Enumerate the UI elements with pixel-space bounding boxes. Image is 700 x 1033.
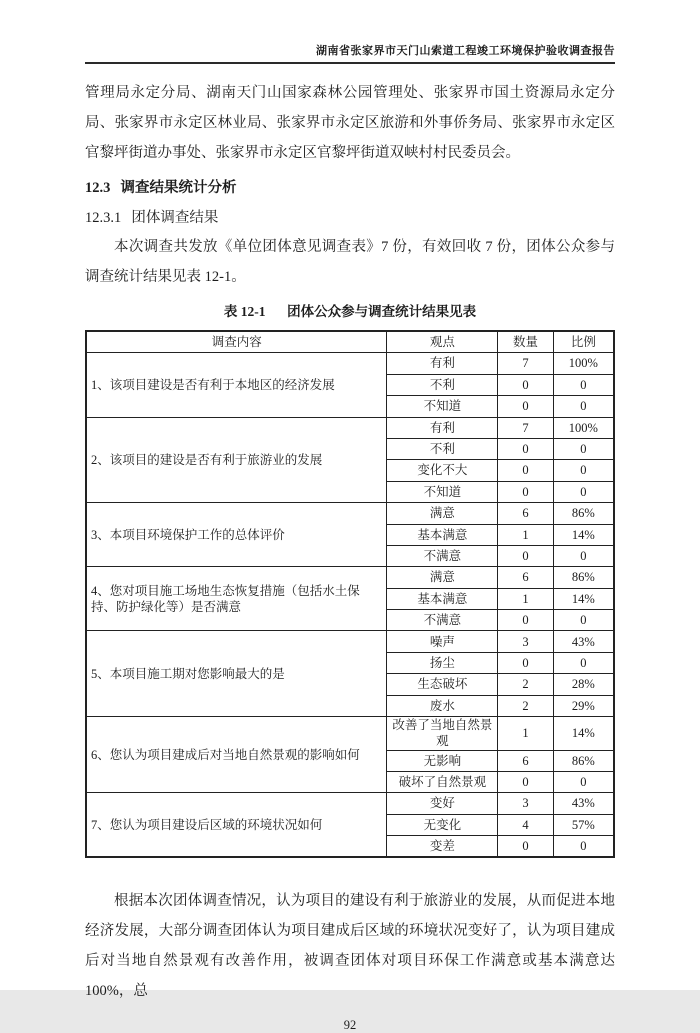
subsection-number: 12.3.1 <box>85 210 122 226</box>
opinion-cell: 废水 <box>387 695 498 716</box>
table-header-row <box>86 331 614 353</box>
opinion-cell: 有利 <box>387 417 498 438</box>
section-title: 调查结果统计分析 <box>120 180 237 196</box>
opinion-cell: 生态破坏 <box>387 674 498 695</box>
count-cell: 2 <box>498 695 553 716</box>
ratio-cell: 0 <box>553 836 614 858</box>
table-row <box>86 717 614 751</box>
count-cell: 2 <box>498 674 553 695</box>
survey-table-body <box>86 353 614 858</box>
opinion-cell: 改善了当地自然景观 <box>387 717 498 751</box>
ratio-cell: 100% <box>553 353 614 374</box>
subsection-title: 团体调查结果 <box>131 210 219 226</box>
ratio-cell: 43% <box>553 631 614 652</box>
opinion-cell: 变化不大 <box>387 460 498 481</box>
ratio-cell: 0 <box>553 374 614 395</box>
ratio-cell: 57% <box>553 814 614 835</box>
opinion-cell: 变好 <box>387 793 498 814</box>
count-cell: 0 <box>498 460 553 481</box>
opinion-cell: 无影响 <box>387 750 498 771</box>
opinion-cell: 不利 <box>387 438 498 459</box>
opinion-cell: 有利 <box>387 353 498 374</box>
ratio-cell: 43% <box>553 793 614 814</box>
opinion-cell: 扬尘 <box>387 652 498 673</box>
table-caption-label: 表 12-1 <box>223 304 266 319</box>
ratio-cell: 86% <box>553 567 614 588</box>
opinion-cell: 不利 <box>387 374 498 395</box>
table-row <box>86 353 614 374</box>
count-cell: 0 <box>498 396 553 417</box>
ratio-cell: 0 <box>553 652 614 673</box>
survey-results-table <box>85 330 615 858</box>
count-cell: 1 <box>498 588 553 609</box>
column-header-ratio: 比例 <box>553 331 614 353</box>
question-cell: 3、本项目环境保护工作的总体评价 <box>86 503 387 567</box>
paragraph-intro: 本次调查共发放《单位团体意见调查表》7 份，有效回收 7 份，团体公众参与调查统计结果见表 12-1。 <box>85 239 615 285</box>
table-caption-title: 团体公众参与调查统计结果见表 <box>287 304 477 319</box>
table-caption <box>85 302 615 322</box>
count-cell: 4 <box>498 814 553 835</box>
ratio-cell: 0 <box>553 460 614 481</box>
ratio-cell: 14% <box>553 717 614 751</box>
count-cell: 3 <box>498 793 553 814</box>
count-cell: 0 <box>498 438 553 459</box>
opinion-cell: 满意 <box>387 567 498 588</box>
opinion-cell: 不满意 <box>387 610 498 631</box>
ratio-cell: 86% <box>553 750 614 771</box>
count-cell: 0 <box>498 481 553 502</box>
opinion-cell: 不知道 <box>387 481 498 502</box>
ratio-cell: 0 <box>553 396 614 417</box>
column-header-opinion: 观点 <box>387 331 498 353</box>
paragraph-agencies: 管理局永定分局、湖南天门山国家森林公园管理处、张家界市国土资源局永定分局、张家界市永定区林业局、张家界市永定区旅游和外事侨务局、张家界市永定区官黎坪街道办事处、张家界市永定区官黎坪街道双峡村村民委员会。 <box>85 85 615 161</box>
header-rule <box>85 62 615 64</box>
ratio-cell: 100% <box>553 417 614 438</box>
question-cell: 1、该项目建设是否有利于本地区的经济发展 <box>86 353 387 417</box>
question-cell: 7、您认为项目建设后区域的环境状况如何 <box>86 793 387 858</box>
question-cell: 2、该项目的建设是否有利于旅游业的发展 <box>86 417 387 503</box>
report-title-header: 湖南省张家界市天门山索道工程竣工环境保护验收调查报告 <box>316 45 615 57</box>
ratio-cell: 14% <box>553 524 614 545</box>
ratio-cell: 29% <box>553 695 614 716</box>
count-cell: 3 <box>498 631 553 652</box>
count-cell: 0 <box>498 836 553 858</box>
table-row <box>86 567 614 588</box>
ratio-cell: 0 <box>553 481 614 502</box>
count-cell: 1 <box>498 717 553 751</box>
table-row <box>86 793 614 814</box>
opinion-cell: 满意 <box>387 503 498 524</box>
count-cell: 6 <box>498 567 553 588</box>
count-cell: 6 <box>498 503 553 524</box>
question-cell: 5、本项目施工期对您影响最大的是 <box>86 631 387 717</box>
ratio-cell: 0 <box>553 545 614 566</box>
opinion-cell: 变差 <box>387 836 498 858</box>
table-row <box>86 631 614 652</box>
opinion-cell: 破坏了自然景观 <box>387 771 498 792</box>
ratio-cell: 0 <box>553 771 614 792</box>
count-cell: 6 <box>498 750 553 771</box>
opinion-cell: 基本满意 <box>387 524 498 545</box>
ratio-cell: 14% <box>553 588 614 609</box>
section-number: 12.3 <box>85 180 111 196</box>
column-header-question: 调查内容 <box>86 331 387 353</box>
opinion-cell: 基本满意 <box>387 588 498 609</box>
count-cell: 0 <box>498 652 553 673</box>
opinion-cell: 不满意 <box>387 545 498 566</box>
column-header-count: 数量 <box>498 331 553 353</box>
table-row <box>86 417 614 438</box>
opinion-cell: 不知道 <box>387 396 498 417</box>
ratio-cell: 28% <box>553 674 614 695</box>
opinion-cell: 噪声 <box>387 631 498 652</box>
paragraph-closing: 根据本次团体调查情况，认为项目的建设有利于旅游业的发展，从而促进本地经济发展，大部分调查团体认为项目建成后区域的环境状况变好了，认为项目建成后对当地自然景观有改善作用，被调查团体对项目环保工作满意或基本满意达 100%，总 <box>85 893 615 1000</box>
ratio-cell: 0 <box>553 610 614 631</box>
count-cell: 0 <box>498 374 553 395</box>
section-heading-12-3 <box>85 174 615 202</box>
running-header <box>85 44 615 64</box>
count-cell: 1 <box>498 524 553 545</box>
count-cell: 0 <box>498 771 553 792</box>
count-cell: 7 <box>498 353 553 374</box>
count-cell: 7 <box>498 417 553 438</box>
opinion-cell: 无变化 <box>387 814 498 835</box>
ratio-cell: 0 <box>553 438 614 459</box>
question-cell: 6、您认为项目建成后对当地自然景观的影响如何 <box>86 717 387 793</box>
count-cell: 0 <box>498 545 553 566</box>
page-number: 92 <box>343 1018 357 1033</box>
ratio-cell: 86% <box>553 503 614 524</box>
table-row <box>86 503 614 524</box>
question-cell: 4、您对项目施工场地生态恢复措施（包括水土保持、防护绿化等）是否满意 <box>86 567 387 631</box>
section-heading-12-3-1 <box>85 204 615 232</box>
count-cell: 0 <box>498 610 553 631</box>
